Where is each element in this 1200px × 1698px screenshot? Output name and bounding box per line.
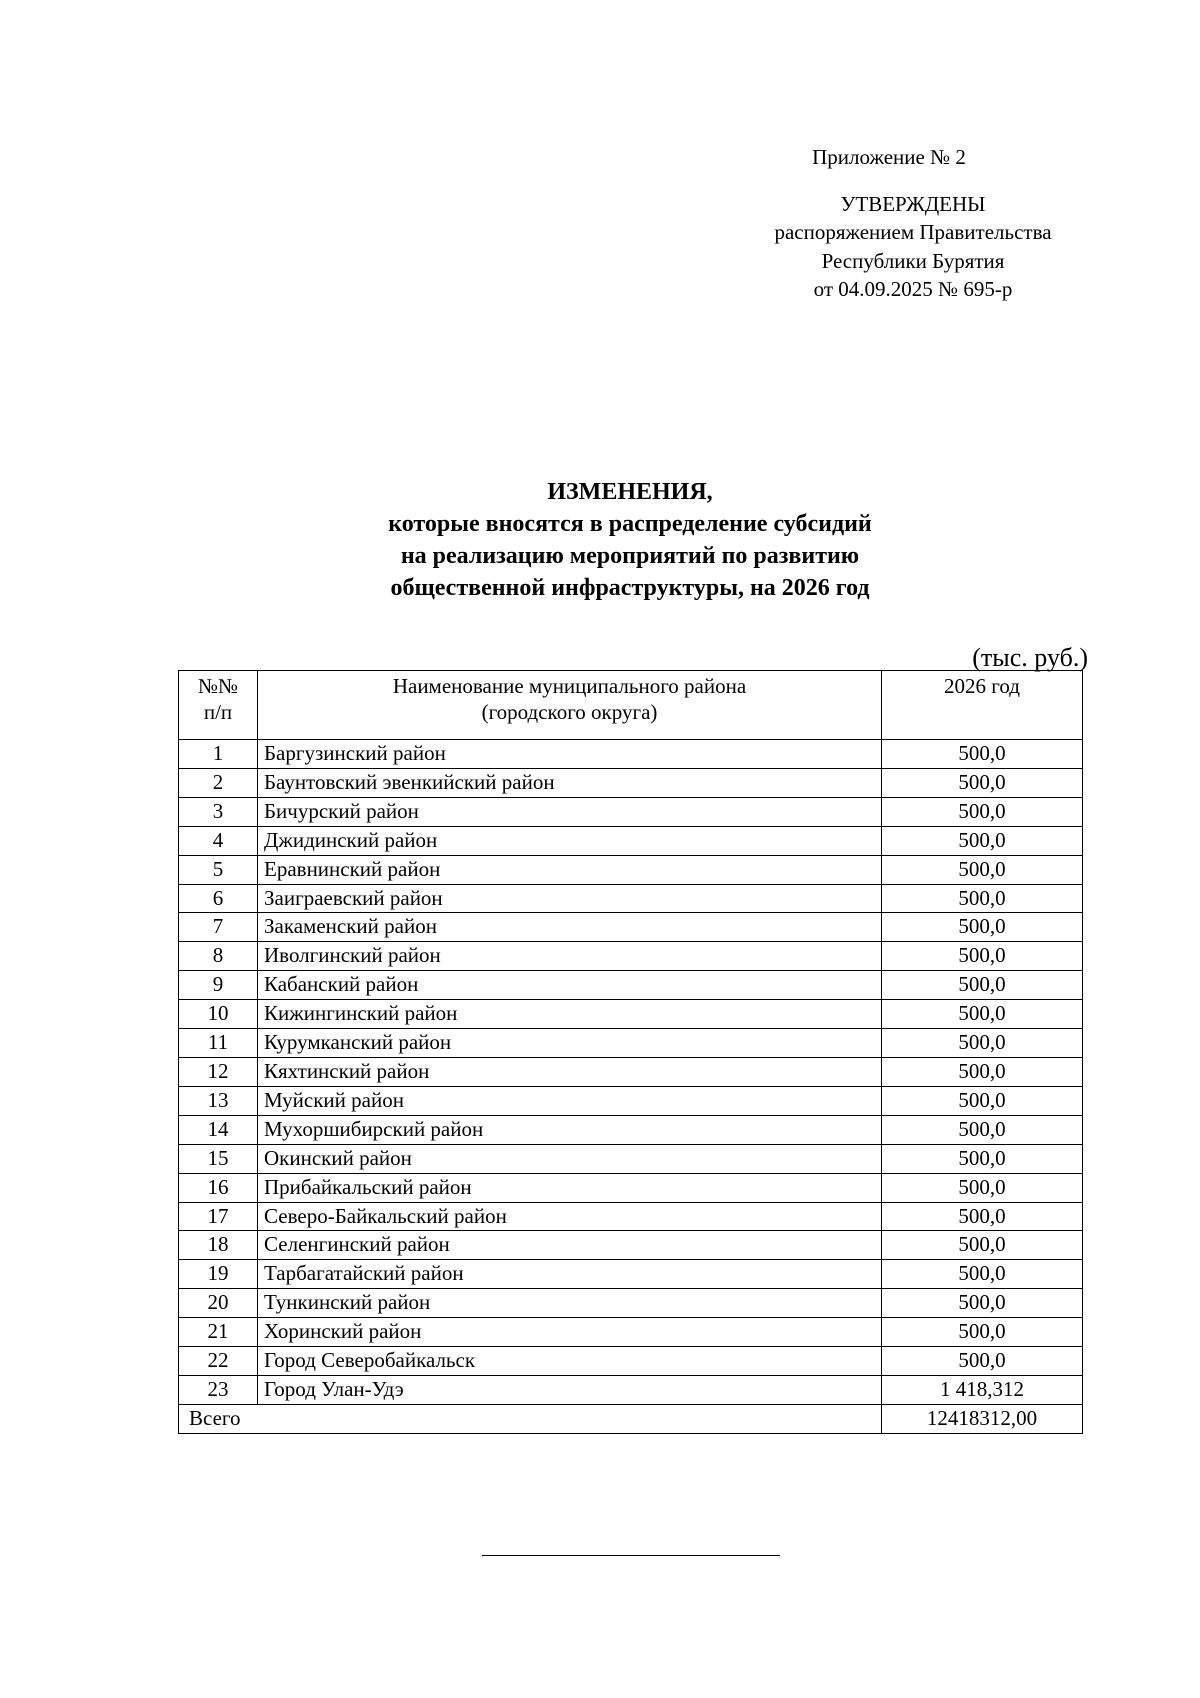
row-amount: 500,0 [882, 1086, 1083, 1115]
table-row [179, 1115, 1083, 1144]
total-amount: 12418312,00 [882, 1404, 1083, 1433]
row-district-name: Иволгинский район [258, 942, 882, 971]
table-row [179, 797, 1083, 826]
row-number: 17 [179, 1202, 258, 1231]
row-amount: 500,0 [882, 1029, 1083, 1058]
header-year [882, 671, 1083, 740]
row-amount: 500,0 [882, 1318, 1083, 1347]
row-number: 1 [179, 740, 258, 769]
row-amount: 500,0 [882, 1144, 1083, 1173]
row-district-name: Еравнинский район [258, 855, 882, 884]
row-number: 12 [179, 1057, 258, 1086]
approval-line-3: от 04.09.2025 № 695-р [813, 277, 1013, 301]
table-row [179, 768, 1083, 797]
row-amount: 1 418,312 [882, 1375, 1083, 1404]
approved-heading: УТВЕРЖДЕНЫ [840, 191, 986, 216]
row-number: 18 [179, 1231, 258, 1260]
row-district-name: Кяхтинский район [258, 1057, 882, 1086]
row-district-name: Прибайкальский район [258, 1173, 882, 1202]
table-row [179, 826, 1083, 855]
table-row [179, 855, 1083, 884]
row-number: 19 [179, 1260, 258, 1289]
row-amount: 500,0 [882, 1231, 1083, 1260]
row-amount: 500,0 [882, 1057, 1083, 1086]
table-row [179, 1318, 1083, 1347]
table-row [179, 1057, 1083, 1086]
row-amount: 500,0 [882, 740, 1083, 769]
row-number: 16 [179, 1173, 258, 1202]
subsidy-table [178, 670, 1083, 1434]
row-amount: 500,0 [882, 1115, 1083, 1144]
appendix-label: Приложение № 2 [812, 145, 966, 169]
header-number-line-2: п/п [203, 700, 233, 724]
row-number: 7 [179, 913, 258, 942]
row-number: 20 [179, 1289, 258, 1318]
header-number [179, 671, 258, 740]
row-number: 4 [179, 826, 258, 855]
table-row [179, 1289, 1083, 1318]
row-amount: 500,0 [882, 1289, 1083, 1318]
table-row [179, 1029, 1083, 1058]
row-district-name: Мухоршибирский район [258, 1115, 882, 1144]
table-body [179, 671, 1083, 1434]
title-line-4: общественной инфраструктуры, на 2026 год [390, 575, 870, 601]
row-district-name: Кабанский район [258, 971, 882, 1000]
table-row [179, 913, 1083, 942]
table-row [179, 1000, 1083, 1029]
row-amount: 500,0 [882, 826, 1083, 855]
unit-label: (тыс. руб.) [972, 643, 1088, 672]
row-district-name: Город Северобайкальск [258, 1347, 882, 1376]
bottom-divider [482, 1555, 780, 1556]
row-amount: 500,0 [882, 1202, 1083, 1231]
row-number: 6 [179, 884, 258, 913]
row-district-name: Город Улан-Удэ [258, 1375, 882, 1404]
row-number: 8 [179, 942, 258, 971]
row-district-name: Закаменский район [258, 913, 882, 942]
row-amount: 500,0 [882, 855, 1083, 884]
table-row [179, 1173, 1083, 1202]
header-year-label: 2026 год [944, 674, 1020, 698]
table-row [179, 1347, 1083, 1376]
row-district-name: Заиграевский район [258, 884, 882, 913]
table-header-row [179, 671, 1083, 740]
title-line-3: на реализацию мероприятий по развитию [400, 543, 860, 569]
header-name-line-2: (городского округа) [481, 700, 658, 724]
row-number: 14 [179, 1115, 258, 1144]
header-name [258, 671, 882, 740]
row-district-name: Тункинский район [258, 1289, 882, 1318]
table-row [179, 1202, 1083, 1231]
total-label: Всего [179, 1404, 882, 1433]
approval-line-2: Республики Бурятия [821, 248, 1005, 273]
row-district-name: Джидинский район [258, 826, 882, 855]
row-number: 3 [179, 797, 258, 826]
row-amount: 500,0 [882, 913, 1083, 942]
title-line-1: ИЗМЕНЕНИЯ, [547, 479, 713, 505]
row-number: 9 [179, 971, 258, 1000]
row-district-name: Баргузинский район [258, 740, 882, 769]
row-amount: 500,0 [882, 1260, 1083, 1289]
row-amount: 500,0 [882, 768, 1083, 797]
table-row [179, 942, 1083, 971]
row-district-name: Тарбагатайский район [258, 1260, 882, 1289]
row-number: 2 [179, 768, 258, 797]
row-amount: 500,0 [882, 971, 1083, 1000]
table-row [179, 1144, 1083, 1173]
table-row [179, 884, 1083, 913]
table-row [179, 740, 1083, 769]
table-row [179, 1375, 1083, 1404]
row-amount: 500,0 [882, 1347, 1083, 1376]
document-title [180, 476, 1080, 604]
table-row [179, 1086, 1083, 1115]
row-district-name: Кижингинский район [258, 1000, 882, 1029]
row-district-name: Окинский район [258, 1144, 882, 1173]
row-amount: 500,0 [882, 884, 1083, 913]
approval-block [752, 143, 1074, 304]
row-amount: 500,0 [882, 1173, 1083, 1202]
row-number: 13 [179, 1086, 258, 1115]
row-number: 11 [179, 1029, 258, 1058]
row-district-name: Баунтовский эвенкийский район [258, 768, 882, 797]
row-amount: 500,0 [882, 942, 1083, 971]
total-row [179, 1404, 1083, 1433]
row-number: 15 [179, 1144, 258, 1173]
header-name-line-1: Наименование муниципального района [392, 674, 747, 698]
row-district-name: Северо-Байкальский район [258, 1202, 882, 1231]
row-amount: 500,0 [882, 797, 1083, 826]
row-number: 23 [179, 1375, 258, 1404]
title-line-2: которые вносятся в распределение субсидий [388, 511, 872, 537]
row-number: 21 [179, 1318, 258, 1347]
row-number: 22 [179, 1347, 258, 1376]
header-number-line-1: №№ [197, 674, 239, 698]
table-row [179, 971, 1083, 1000]
row-amount: 500,0 [882, 1000, 1083, 1029]
row-district-name: Курумканский район [258, 1029, 882, 1058]
row-district-name: Бичурский район [258, 797, 882, 826]
row-number: 10 [179, 1000, 258, 1029]
row-district-name: Муйский район [258, 1086, 882, 1115]
row-district-name: Селенгинский район [258, 1231, 882, 1260]
row-number: 5 [179, 855, 258, 884]
approval-line-1: распоряжением Правительства [774, 220, 1052, 244]
table-row [179, 1260, 1083, 1289]
table-row [179, 1231, 1083, 1260]
row-district-name: Хоринский район [258, 1318, 882, 1347]
